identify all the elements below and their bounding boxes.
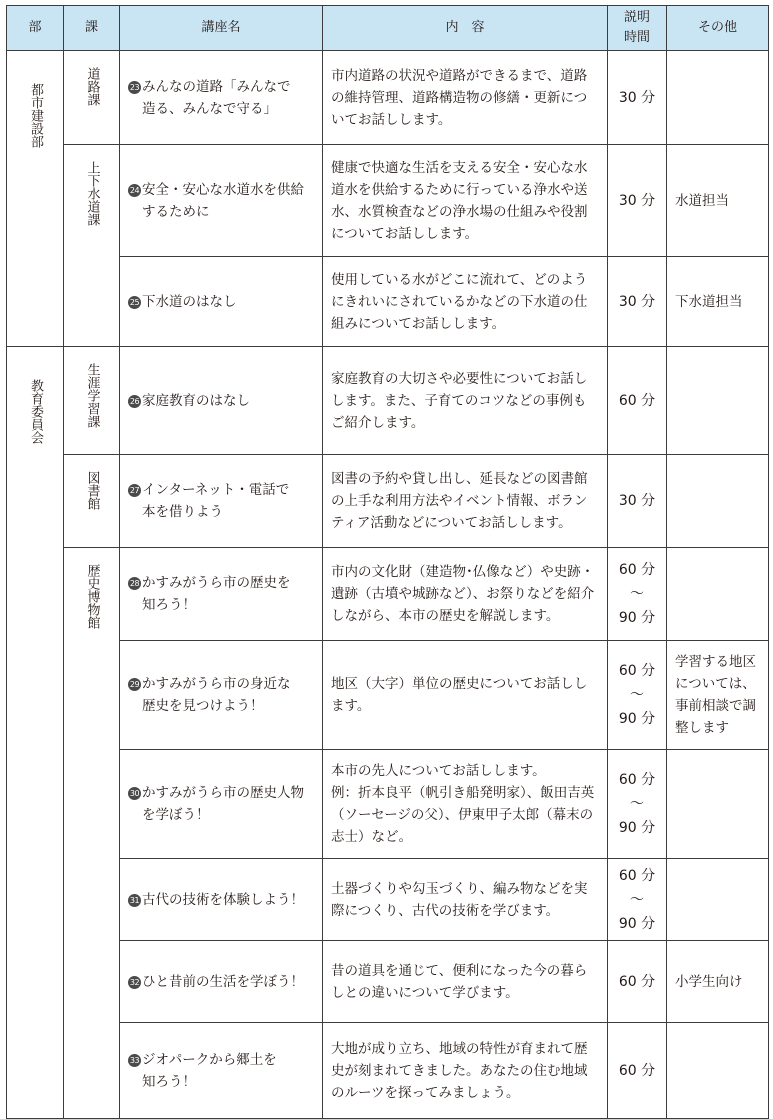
course-content: 昔の道具を通じて、便利になった今の暮らしとの違いについて学びます。 bbox=[323, 941, 608, 1023]
section-label: 道路課 bbox=[84, 67, 100, 106]
section-cell bbox=[64, 145, 120, 347]
table-row bbox=[7, 51, 769, 145]
course-title: 24 安全・安心な水道水を供給 するために bbox=[120, 145, 323, 257]
course-number-badge: 25 bbox=[129, 297, 140, 307]
course-title: 33 ジオパークから郷土を 知ろう！ bbox=[120, 1023, 323, 1119]
section-label: 図書館 bbox=[84, 471, 100, 510]
dept-cell bbox=[7, 347, 64, 1119]
dept-cell bbox=[7, 51, 64, 347]
course-content: 本市の先人についてお話しします。 例：折本良平（帆引き船発明家）、飯田吉英（ソーセージの父）、伊東甲子太郎（幕末の志士）など。 bbox=[323, 750, 608, 859]
header-row bbox=[7, 6, 769, 51]
course-content: 大地が成り立ち、地域の特性が育まれて歴史が刻まれてきました。あなたの住む地域のルーツを探ってみましょう。 bbox=[323, 1023, 608, 1119]
course-content: 土器づくりや勾玉づくり、編み物などを実際につくり、古代の技術を学びます。 bbox=[323, 859, 608, 941]
course-other bbox=[667, 51, 769, 145]
course-content: 市内の文化財（建造物･仏像など）や史跡・遺跡（古墳や城跡など）、お祭りなどを紹介しながら、本市の歴史を解説します。 bbox=[323, 548, 608, 641]
table-row bbox=[7, 1023, 769, 1119]
course-other bbox=[667, 347, 769, 455]
table-row bbox=[7, 347, 769, 455]
section-label: 上下水道課 bbox=[84, 161, 100, 226]
course-title: 25 下水道のはなし bbox=[120, 257, 323, 347]
course-time: 60 分 bbox=[608, 347, 667, 455]
course-content: 家庭教育の大切さや必要性についてお話しします。また、子育てのコツなどの事例もご紹介します。 bbox=[323, 347, 608, 455]
section-label: 生涯学習課 bbox=[84, 363, 100, 428]
course-other bbox=[667, 859, 769, 941]
header-course: 講座名 bbox=[120, 6, 323, 51]
course-number-badge: 28 bbox=[129, 579, 140, 588]
course-number-badge: 33 bbox=[129, 1055, 140, 1065]
table-row bbox=[7, 257, 769, 347]
course-number-badge: 27 bbox=[129, 486, 140, 495]
course-other bbox=[667, 1023, 769, 1119]
lecture-table bbox=[6, 5, 769, 1119]
header-time: 説明 時間 bbox=[608, 6, 667, 51]
course-content: 図書の予約や貸し出し、延長などの図書館の上手な利用方法やイベント情報、ボランティア活動などについてお話しします。 bbox=[323, 455, 608, 548]
course-time: 60 分 bbox=[608, 1023, 667, 1119]
course-number-badge: 29 bbox=[129, 680, 140, 689]
course-time: 60 分 ～ 90 分 bbox=[608, 750, 667, 859]
course-number-badge: 24 bbox=[129, 185, 140, 195]
course-title: 26 家庭教育のはなし bbox=[120, 347, 323, 455]
course-time: 30 分 bbox=[608, 257, 667, 347]
course-other bbox=[667, 455, 769, 548]
table-row bbox=[7, 455, 769, 548]
table-row bbox=[7, 941, 769, 1023]
section-cell bbox=[64, 347, 120, 455]
course-title: 28 かすみがうら市の歴史を 知ろう！ bbox=[120, 548, 323, 641]
course-time: 30 分 bbox=[608, 455, 667, 548]
course-title: 32 ひと昔前の生活を学ぼう！ bbox=[120, 941, 323, 1023]
course-title: 27 インターネット・電話で 本を借りよう bbox=[120, 455, 323, 548]
course-number-badge: 31 bbox=[129, 895, 140, 905]
course-title: 29 かすみがうら市の身近な 歴史を見つけよう！ bbox=[120, 641, 323, 750]
course-other: 学習する地区については、事前相談で調整します bbox=[667, 641, 769, 750]
course-other: 下水道担当 bbox=[667, 257, 769, 347]
section-cell bbox=[64, 548, 120, 1119]
course-time: 60 分 bbox=[608, 941, 667, 1023]
dept-label: 都市建設部 bbox=[28, 83, 43, 148]
course-time: 60 分 ～ 90 分 bbox=[608, 641, 667, 750]
header-dept: 部 bbox=[7, 6, 64, 51]
course-content: 使用している水がどこに流れて、どのようにきれいにされているかなどの下水道の仕組みについてお話しします。 bbox=[323, 257, 608, 347]
table-row bbox=[7, 859, 769, 941]
table-row bbox=[7, 548, 769, 641]
section-cell bbox=[64, 455, 120, 548]
course-title: 30 かすみがうら市の歴史人物 を学ぼう！ bbox=[120, 750, 323, 859]
header-other: その他 bbox=[667, 6, 769, 51]
course-time: 60 分 ～ 90 分 bbox=[608, 859, 667, 941]
course-number-badge: 23 bbox=[129, 82, 140, 92]
course-other: 小学生向け bbox=[667, 941, 769, 1023]
section-cell bbox=[64, 51, 120, 145]
course-title: 31 古代の技術を体験しよう！ bbox=[120, 859, 323, 941]
header-section: 課 bbox=[64, 6, 120, 51]
course-time: 60 分 ～ 90 分 bbox=[608, 548, 667, 641]
course-content: 健康で快適な生活を支える安全・安心な水道水を供給するために行っている浄水や送水、水質検査などの浄水場の仕組みや役割についてお話しします。 bbox=[323, 145, 608, 257]
table-row bbox=[7, 750, 769, 859]
course-number-badge: 26 bbox=[129, 396, 140, 406]
course-time: 30 分 bbox=[608, 51, 667, 145]
table-row bbox=[7, 641, 769, 750]
section-label: 歴史博物館 bbox=[84, 564, 100, 629]
course-other bbox=[667, 548, 769, 641]
course-content: 市内道路の状況や道路ができるまで、道路の維持管理、道路構造物の修繕・更新についてお話しします。 bbox=[323, 51, 608, 145]
course-number-badge: 30 bbox=[129, 789, 140, 798]
course-title: 23 みんなの道路「みんなで 造る、みんなで守る」 bbox=[120, 51, 323, 145]
course-other: 水道担当 bbox=[667, 145, 769, 257]
course-time: 30 分 bbox=[608, 145, 667, 257]
course-other bbox=[667, 750, 769, 859]
header-content: 内 容 bbox=[323, 6, 608, 51]
course-content: 地区（大字）単位の歴史についてお話しします。 bbox=[323, 641, 608, 750]
dept-label: 教育委員会 bbox=[28, 379, 43, 444]
table-row bbox=[7, 145, 769, 257]
course-number-badge: 32 bbox=[129, 977, 140, 987]
